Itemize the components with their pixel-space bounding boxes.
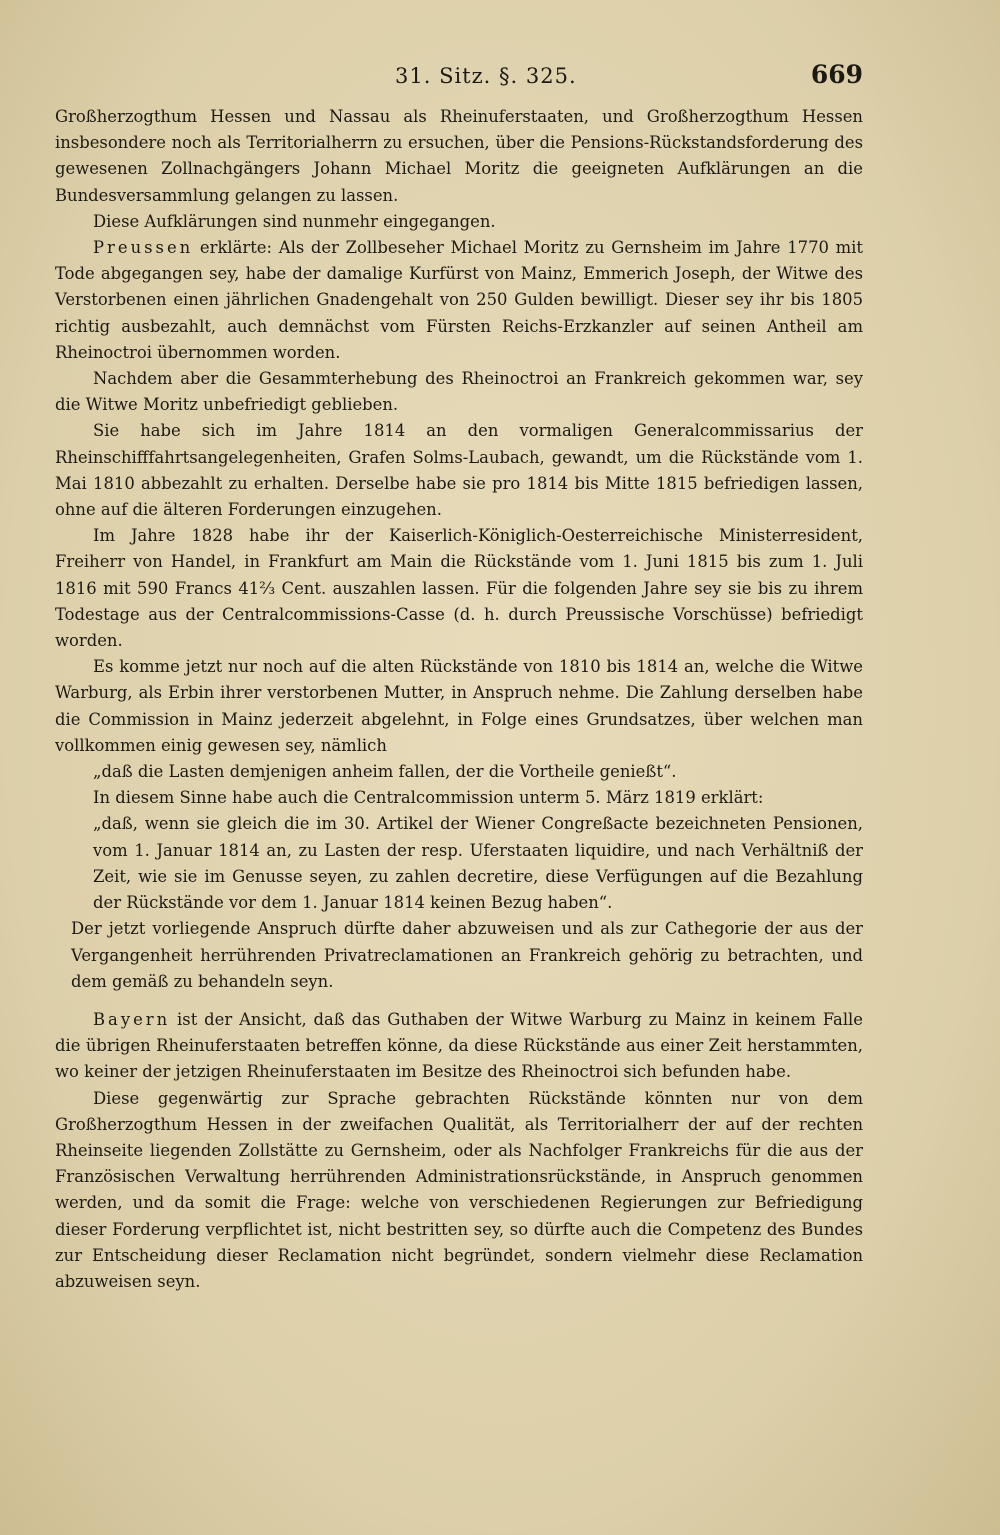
- paragraph-text: In diesem Sinne habe auch die Centralcommission unterm 5. März 1819 erklärt:: [93, 788, 764, 808]
- quotation: [55, 759, 863, 785]
- paragraph-text: Im Jahre 1828 habe ihr der Kaiserlich-Königlich-Oesterreichische Ministerresident, Freiherr von Handel, in Frankfurt am Main die Rückstände vom 1. Juni 1815 bis zum 1. Juli 1816 mit 590 Francs 41⅔ Cent. auszahlen lassen. Für die folgenden Jahre sey sie bis zu ihrem Todestage aus der Centralcommissions-Casse (d. h. durch Preussische Vorschüsse) befriedigt worden.: [55, 526, 863, 651]
- paragraph: [55, 523, 863, 654]
- paragraph: [55, 1086, 863, 1296]
- paragraph: [55, 418, 863, 523]
- paragraph-text: Großherzogthum Hessen und Nassau als Rheinuferstaaten, und Großherzogthum Hessen insbesondere noch als Territorialherrn zu ersuchen, über die Pensions-Rückstandsforderung des gewesenen Zollnachgängers Johann Michael Moritz die geeigneten Aufklärungen an die Bundesversammlung gelangen zu lassen.: [55, 107, 863, 205]
- quotation-text: „daß, wenn sie gleich die im 30. Artikel der Wiener Congreßacte bezeichneten Pensionen, vom 1. Januar 1814 an, zu Lasten der resp. Uferstaaten liquidire, und nach Verhältniß der Zeit, wie sie im Genusse seyen, zu zahlen decretire, diese Verfügungen auf die Bezahlung der Rückstände vor dem 1. Januar 1814 keinen Bezug haben“.: [93, 814, 863, 913]
- paragraph-text: erklärte: Als der Zollbeseher Michael Moritz zu Gernsheim im Jahre 1770 mit Tode abgegangen sey, habe der damalige Kurfürst von Mainz, Emmerich Joseph, der Witwe des Verstorbenen einen jährlichen Gnadengehalt von 250 Gulden bewilligt. Dieser sey ihr bis 1805 richtig ausbezahlt, auch demnächst vom Fürsten Reichs-Erzkanzler auf seinen Antheil am Rheinoctroi übernommen worden.: [55, 238, 863, 362]
- paragraph-text: ist der Ansicht, daß das Guthaben der Witwe Warburg zu Mainz in keinem Falle die übrigen Rheinuferstaaten betreffen könne, da diese Rückstände aus einer Zeit herstammten, wo keiner der jetzigen Rheinuferstaaten im Besitze des Rheinoctroi sich befunden habe.: [55, 1009, 863, 1082]
- paragraph-text: Der jetzt vorliegende Anspruch dürfte daher abzuweisen und als zur Cathegorie der aus der Vergangenheit herrührenden Privatreclamationen an Frankreich gehörig zu betrachten, und dem gemäß zu behandeln seyn.: [71, 919, 863, 991]
- running-head: 31. Sitz. §. 325.: [395, 64, 577, 88]
- paragraph: [55, 235, 863, 366]
- paragraph: [55, 785, 863, 811]
- paragraph: [55, 916, 863, 995]
- paragraph: [55, 104, 863, 209]
- paragraph: [55, 1007, 863, 1086]
- speaker-name: Bayern: [93, 1009, 171, 1029]
- page-header: [55, 60, 863, 96]
- paragraph: [55, 209, 863, 235]
- paragraph-text: Nachdem aber die Gesammterhebung des Rheinoctroi an Frankreich gekommen war, sey die Witwe Moritz unbefriedigt geblieben.: [55, 369, 863, 415]
- quotation: [55, 811, 863, 916]
- speaker-name: Preussen: [93, 238, 194, 258]
- quotation-text: „daß die Lasten demjenigen anheim fallen, der die Vortheile genießt“.: [93, 762, 677, 782]
- page-body: [55, 104, 863, 1295]
- page-number: 669: [810, 60, 863, 89]
- paragraph-text: Diese Aufklärungen sind nunmehr eingegangen.: [93, 211, 496, 231]
- paragraph-text: Diese gegenwärtig zur Sprache gebrachten Rückstände könnten nur von dem Großherzogthum Hessen in der zweifachen Qualität, als Territorialherr der auf der rechten Rheinseite liegenden Zollstätte zu Gernsheim, oder als Nachfolger Frankreichs für die aus der Französischen Verwaltung herrührenden Administrationsrückstände, in Anspruch genommen werden, und da somit die Frage: welche von verschiedenen Regierungen zur Befriedigung dieser Forderung verpflichtet ist, nicht bestritten sey, so dürfte auch die Competenz des Bundes zur Entscheidung dieser Reclamation nicht begründet, sondern vielmehr diese Reclamation abzuweisen seyn.: [55, 1088, 863, 1291]
- paragraph: [55, 366, 863, 418]
- paragraph: [55, 654, 863, 759]
- paragraph-text: Sie habe sich im Jahre 1814 an den vormaligen Generalcommissarius der Rheinschifffahrtsangelegenheiten, Grafen Solms-Laubach, gewandt, um die Rückstände vom 1. Mai 1810 abbezahlt zu erhalten. Derselbe habe sie pro 1814 bis Mitte 1815 befriedigen lassen, ohne auf die älteren Forderungen einzugehen.: [55, 421, 863, 520]
- paragraph-text: Es komme jetzt nur noch auf die alten Rückstände von 1810 bis 1814 an, welche die Witwe Warburg, als Erbin ihrer verstorbenen Mutter, in Anspruch nehme. Die Zahlung derselben habe die Commission in Mainz jederzeit abgelehnt, in Folge eines Grundsatzes, über welchen man vollkommen einig gewesen sey, nämlich: [55, 657, 863, 755]
